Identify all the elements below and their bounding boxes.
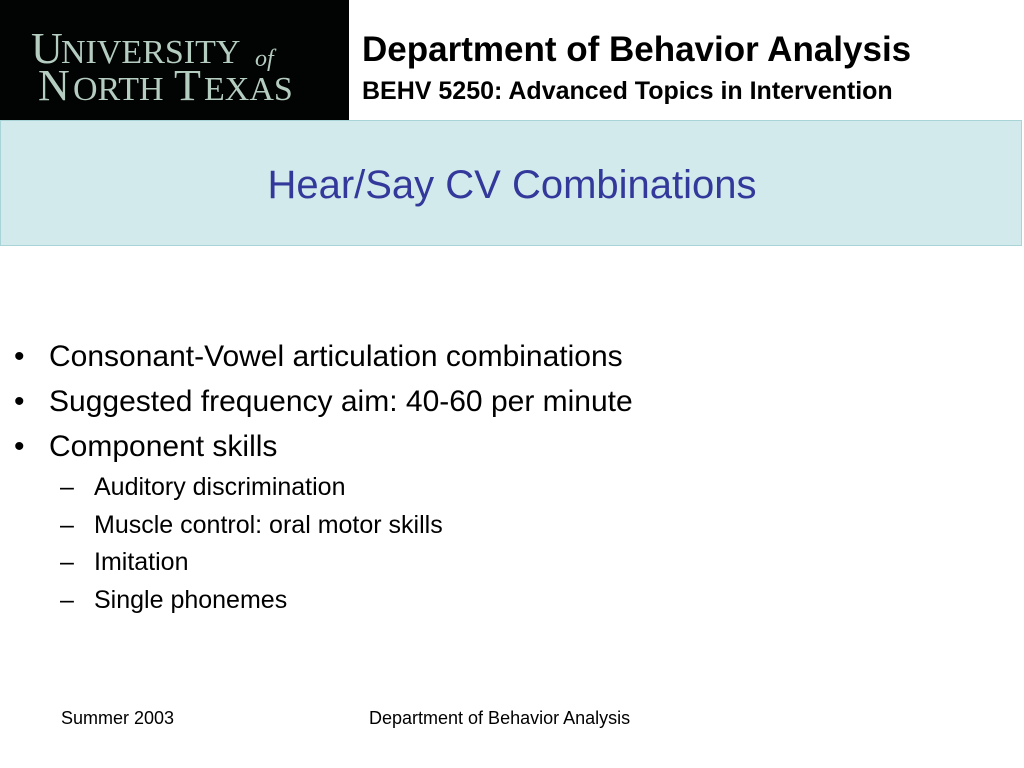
sub-bullet-item <box>14 582 1004 620</box>
unt-wordmark-icon <box>0 0 349 120</box>
bullet-marker: • <box>14 385 25 418</box>
sub-bullet-text: Single phonemes <box>94 585 288 614</box>
sub-bullet-marker: – <box>60 585 74 614</box>
bullet-text: Component skills <box>49 430 278 463</box>
sub-bullet-text: Auditory discrimination <box>94 473 346 501</box>
bullet-item <box>14 334 1004 379</box>
bullet-list <box>14 334 1004 619</box>
bullet-item <box>14 424 1004 469</box>
sub-bullet-marker: – <box>60 473 74 501</box>
logo-line1-rest: NIVERSITY <box>61 34 241 71</box>
department-heading: Department of Behavior Analysis <box>362 30 912 69</box>
sub-bullet-item <box>14 469 1004 507</box>
course-heading: BEHV 5250: Advanced Topics in Intervention <box>362 77 893 105</box>
sub-bullet-item <box>14 507 1004 545</box>
logo-line2-initial-t: T <box>174 61 201 110</box>
logo-line1-initial: U <box>31 24 63 73</box>
logo-line2-initial-n: N <box>38 61 70 110</box>
sub-bullet-marker: – <box>60 510 74 539</box>
slide-title: Hear/Say CV Combinations <box>267 163 757 207</box>
logo-line2-exas: EXAS <box>204 71 293 108</box>
footer-date: Summer 2003 <box>61 708 175 728</box>
sub-bullet-text: Imitation <box>94 548 189 576</box>
sub-bullet-marker: – <box>60 548 74 576</box>
bullet-text: Consonant-Vowel articulation combinations <box>49 340 623 373</box>
logo-of: of <box>255 46 274 72</box>
bullet-item <box>14 379 1004 424</box>
bullet-marker: • <box>14 430 25 463</box>
sub-bullet-text: Muscle control: oral motor skills <box>94 510 443 539</box>
bullet-text: Suggested frequency aim: 40-60 per minute <box>49 385 633 418</box>
logo-line2-orth: ORTH <box>73 71 164 108</box>
university-logo <box>0 0 349 122</box>
footer-department: Department of Behavior Analysis <box>369 708 631 728</box>
bullet-marker: • <box>14 340 25 373</box>
sub-bullet-item <box>14 544 1004 582</box>
